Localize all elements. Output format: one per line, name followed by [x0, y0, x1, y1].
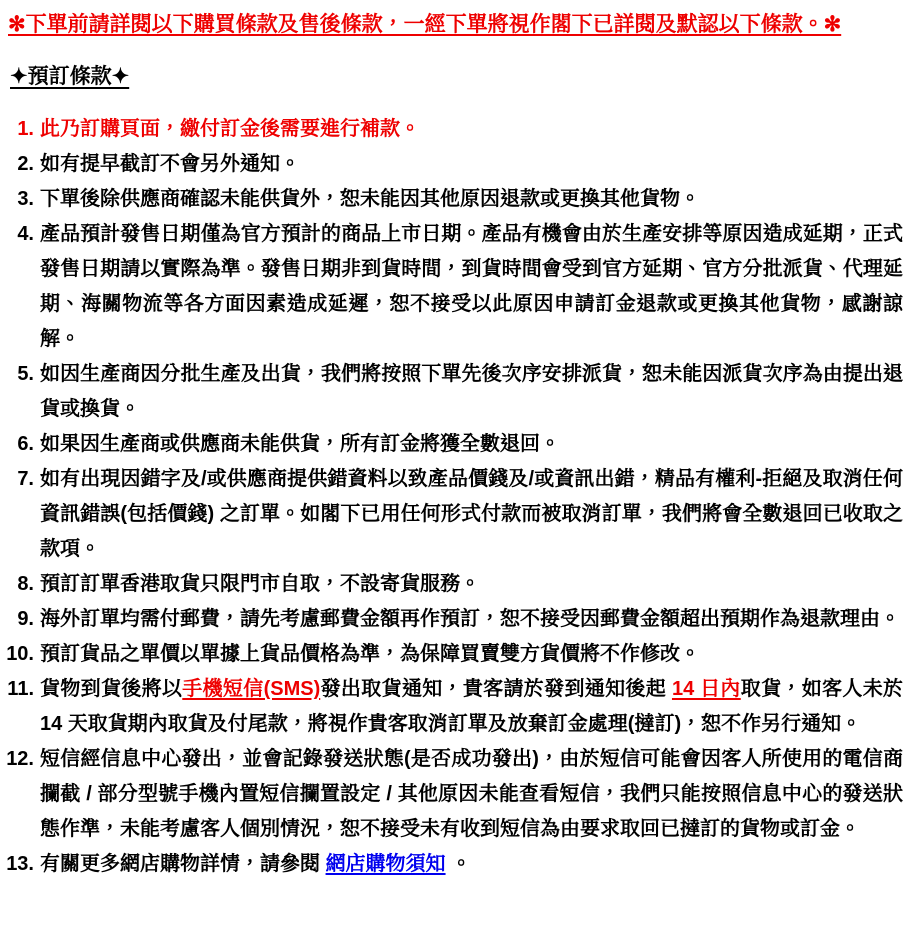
term-item [10, 462, 905, 567]
term-number: 9. [17, 608, 34, 630]
term-number: 6. [17, 433, 34, 455]
highlighted-text: 手機短信(SMS) [182, 678, 321, 700]
text-run: 如果因生產商或供應商未能供貨，所有訂金將獲全數退回。 [40, 433, 560, 455]
term-text [40, 567, 905, 602]
term-number: 10. [6, 643, 34, 665]
term-text [40, 742, 905, 847]
term-item [10, 602, 905, 637]
online-store-guide-link[interactable]: 網店購物須知 [325, 853, 446, 875]
term-item [10, 357, 905, 427]
term-number: 1. [17, 118, 34, 140]
text-run: 取貨，如客人未於 14 天取貨期內取貨及付尾款，將視作貴客取消訂單及放棄訂金處理(撻訂)，恕不作另行通知。 [40, 678, 904, 735]
term-item [10, 567, 905, 602]
text-run: 如有出現因錯字及/或供應商提供錯資料以致產品價錢及/或資訊出錯，精品有權利-拒絕及取消任何資訊錯誤(包括價錢) 之訂單。如閣下已用任何形式付款而被取消訂單，我們將會全數退回已收取之款項。 [40, 468, 903, 560]
term-text [40, 357, 905, 427]
text-run: 貨物到貨後將以 [40, 678, 183, 700]
term-item [7, 672, 905, 742]
term-number: 12. [6, 748, 34, 770]
highlighted-text: 14 日內 [671, 678, 741, 700]
text-run: 如有提早截訂不會另外通知。 [40, 153, 300, 175]
text-run: 下單後除供應商確認未能供貨外，恕未能因其他原因退款或更換其他貨物。 [40, 188, 700, 210]
purchase-terms-notice: ✻下單前請詳閱以下購買條款及售後條款，一經下單將視作閣下已詳閱及默認以下條款。✻ [8, 13, 842, 36]
text-run: 預訂貨品之單價以單據上貨品價格為準，為保障買賣雙方貨價將不作修改。 [40, 643, 700, 665]
term-number: 8. [17, 573, 34, 595]
term-number: 11. [7, 678, 34, 700]
term-number: 7. [17, 468, 34, 490]
term-number: 3. [17, 188, 34, 210]
text-run: 有關更多網店購物詳情，請參閱 [40, 853, 326, 875]
term-item [10, 147, 905, 182]
term-number: 2. [17, 153, 34, 175]
text-run: 此乃訂購頁面，繳付訂金後需要進行補款。 [40, 118, 420, 140]
text-run: 產品預計發售日期僅為官方預計的商品上市日期。產品有機會由於生產安排等原因造成延期，正式發售日期請以實際為準。發售日期非到貨時間，到貨時間會受到官方延期、官方分批派貨、代理延期、海關物流等各方面因素造成延遲，恕不接受以此原因申請訂金退款或更換其他貨物，感謝諒解。 [40, 223, 903, 350]
term-text [40, 427, 905, 462]
term-item [10, 182, 905, 217]
term-item [6, 637, 905, 672]
text-run: 短信經信息中心發出，並會記錄發送狀態(是否成功發出)，由於短信可能會因客人所使用的電信商攔截 / 部分型號手機內置短信攔置設定 / 其他原因未能查看短信，我們只能按照信息中心的發送狀態作準，未能考慮客人個別情況，恕不接受未有收到短信為由要求取回已撻訂的貨物或訂金。 [40, 748, 903, 840]
term-item [6, 847, 905, 882]
term-text [40, 147, 905, 182]
term-text [40, 217, 905, 357]
term-number: 4. [17, 223, 34, 245]
term-item [6, 742, 905, 847]
term-number: 13. [6, 853, 34, 875]
term-item [10, 112, 905, 147]
terms-list [8, 112, 905, 882]
term-item [10, 427, 905, 462]
term-text [40, 637, 905, 672]
term-text [40, 112, 905, 147]
term-text [40, 602, 905, 637]
text-run: 。 [445, 853, 472, 875]
term-text [40, 847, 905, 882]
term-number: 5. [17, 363, 34, 385]
text-run: 預訂訂單香港取貨只限門市自取，不設寄貨服務。 [40, 573, 480, 595]
term-text [40, 462, 905, 567]
preorder-terms-title: ✦預訂條款✦ [10, 65, 130, 88]
text-run: 如因生產商因分批生產及出貨，我們將按照下單先後次序安排派貨，恕未能因派貨次序為由提出退貨或換貨。 [40, 363, 903, 420]
term-item [10, 217, 905, 357]
text-run: 海外訂單均需付郵費，請先考慮郵費金額再作預訂，恕不接受因郵費金額超出預期作為退款理由。 [40, 608, 900, 630]
text-run: 發出取貨通知，貴客請於發到通知後起 [320, 678, 672, 700]
term-text [40, 182, 905, 217]
term-text [40, 672, 905, 742]
